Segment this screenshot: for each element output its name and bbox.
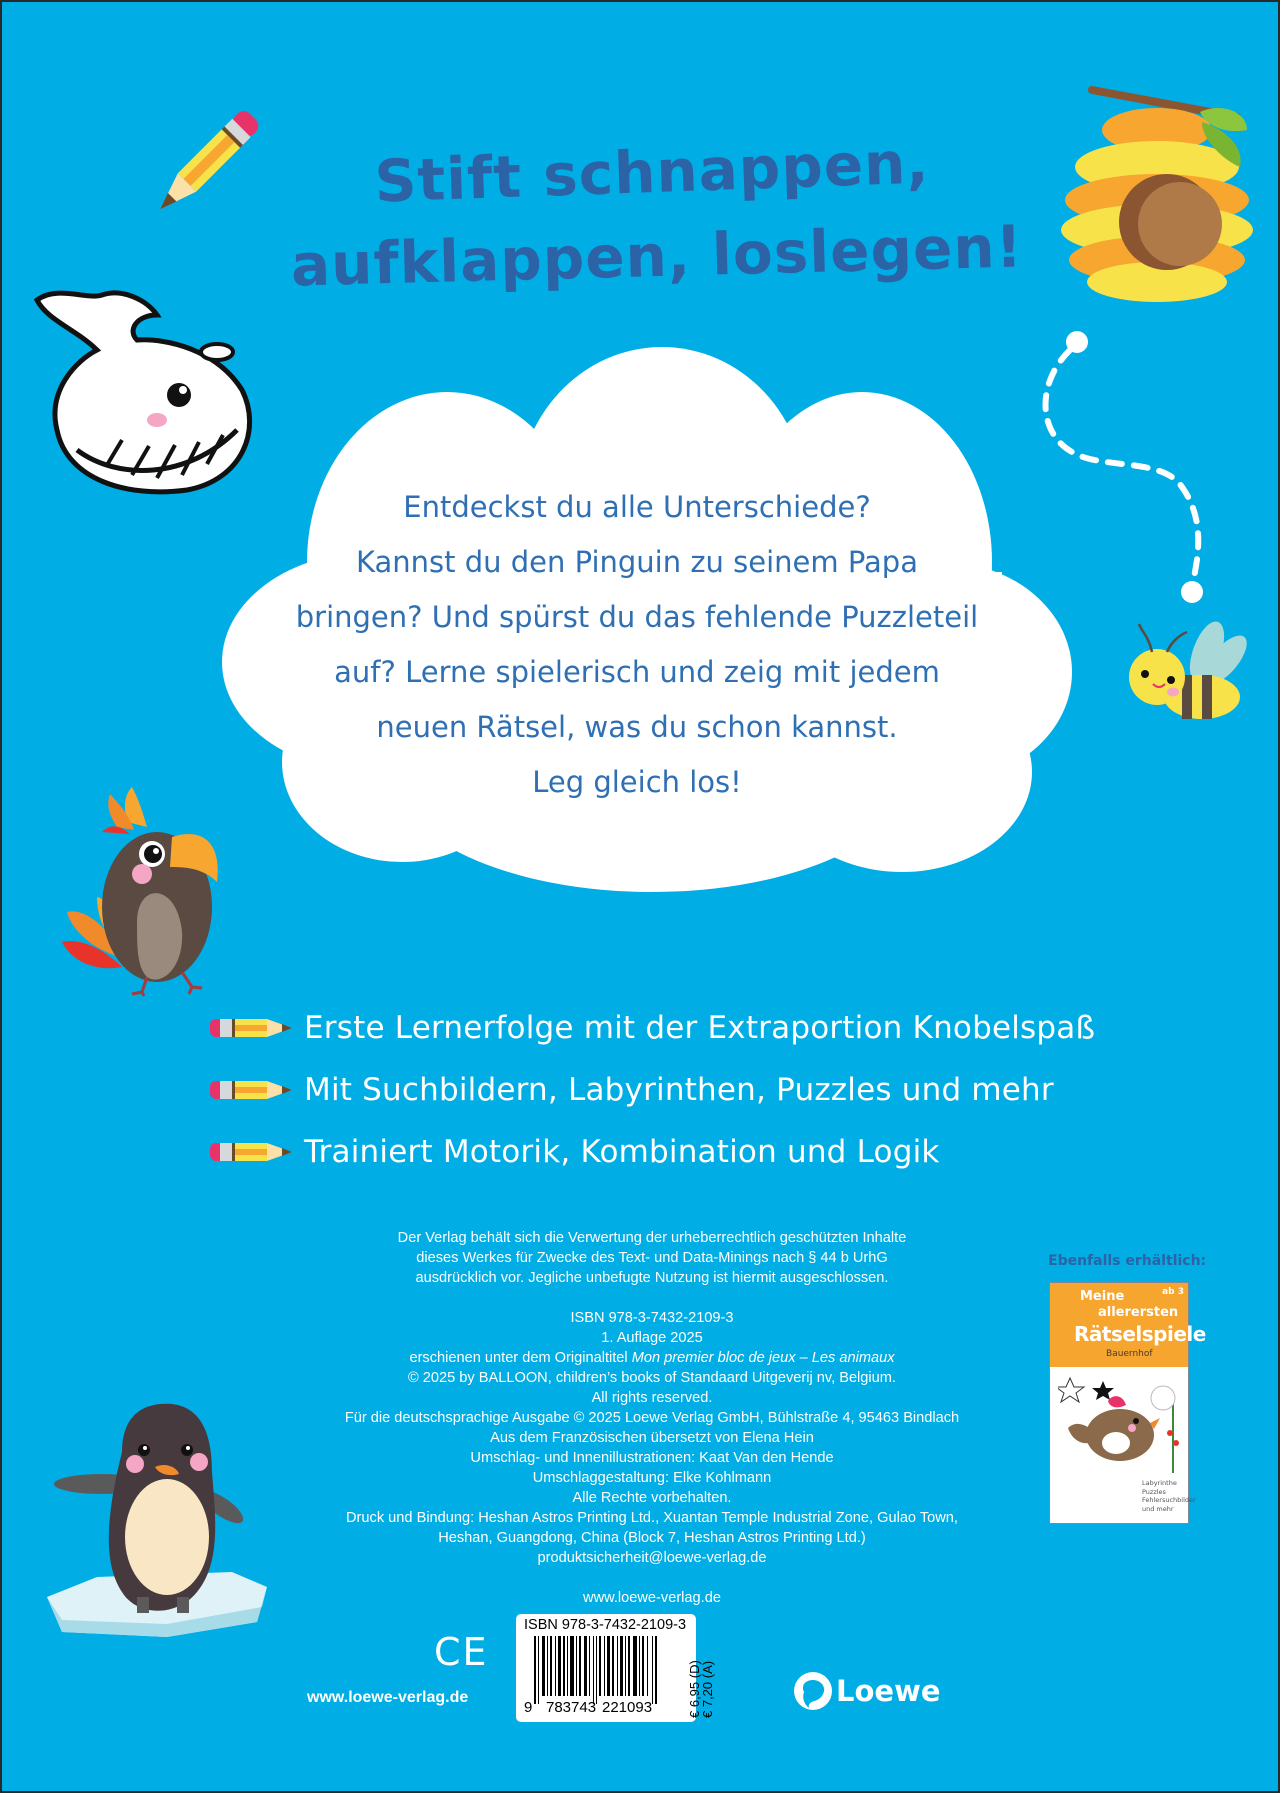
legal-line: dieses Werkes für Zwecke des Text- und Data-Minings nach § 44 b UrhG xyxy=(416,1250,888,1266)
pencil-icon xyxy=(210,1016,292,1040)
legal-line: Der Verlag behält sich die Verwertung der urheberrechtlich geschützten Inhalte xyxy=(397,1230,907,1246)
description-line: neuen Rätsel, was du schon kannst. xyxy=(376,710,898,744)
website-link[interactable]: www.loewe-verlag.de xyxy=(583,1590,721,1606)
original-title: Mon premier bloc de jeux – Les animaux xyxy=(631,1350,895,1366)
description-line: Leg gleich los! xyxy=(532,765,742,799)
headline-line-2: aufklappen, loslegen! xyxy=(290,212,1024,300)
feature-item xyxy=(210,997,1095,1059)
cloud-description xyxy=(237,480,1037,810)
parrot-illustration xyxy=(52,782,232,997)
barcode-isbn-text: ISBN 978-3-7432-2109-3 xyxy=(524,1617,687,1633)
book-feature-list: Labyrinthe Puzzles Fehlersuchbilder und mehr xyxy=(1142,1479,1196,1513)
bee-illustration xyxy=(1127,612,1252,727)
feature-text: Mit Suchbildern, Labyrinthen, Puzzles und mehr xyxy=(304,1072,1054,1108)
imprint-text xyxy=(302,1228,1002,1608)
isbn-text: ISBN 978-3-7432-2109-3 xyxy=(570,1310,734,1326)
also-available-book-cover[interactable]: Meine allerersten Rätselspiele Bauernhof ab 3 Labyrinthe Puzzles Fehlersuchbilder und mehr xyxy=(1049,1282,1189,1524)
description-line: bringen? Und spürst du das fehlende Puzzleteil xyxy=(295,600,979,634)
description-line: Entdeckst du alle Unterschiede? xyxy=(403,490,871,524)
footer-website-link[interactable]: www.loewe-verlag.de xyxy=(307,1689,469,1706)
pencil-icon xyxy=(210,1078,292,1102)
hen-illustration xyxy=(1058,1373,1183,1483)
publisher-logo xyxy=(792,1670,941,1712)
edition-text: 1. Auflage 2025 xyxy=(601,1330,703,1346)
description-line: Kannst du den Pinguin zu seinem Papa xyxy=(356,545,918,579)
feature-item xyxy=(210,1121,1095,1183)
price-austria: € 7,20 (A) xyxy=(700,1660,715,1718)
credit-line: Heshan, Guangdong, China (Block 7, Heshan Astros Printing Ltd.) xyxy=(438,1530,866,1546)
credit-line: All rights reserved. xyxy=(591,1390,713,1406)
price-germany: € 6,95 (D) xyxy=(687,1660,702,1718)
safety-email[interactable]: produktsicherheit@loewe-verlag.de xyxy=(537,1550,767,1566)
feature-text: Trainiert Motorik, Kombination und Logik xyxy=(304,1134,940,1170)
headline xyxy=(2,130,1280,298)
credit-line: Für die deutschsprachige Ausgabe © 2025 Loewe Verlag GmbH, Bühlstraße 4, 95463 Bindlach xyxy=(344,1410,960,1426)
credit-line: Aus dem Französischen übersetzt von Elena Hein xyxy=(490,1430,814,1446)
feature-item xyxy=(210,1059,1095,1121)
credit-line: Umschlaggestaltung: Elke Kohlmann xyxy=(532,1470,772,1486)
legal-line: ausdrücklich vor. Jegliche unbefugte Nutzung ist hiermit ausgeschlossen. xyxy=(415,1270,889,1286)
original-title-line: erschienen unter dem Originaltitel Mon premier bloc de jeux – Les animaux xyxy=(409,1350,895,1366)
credit-line: Umschlag- und Innenillustrationen: Kaat Van den Hende xyxy=(470,1450,834,1466)
lion-head-icon xyxy=(792,1670,834,1712)
ce-mark: CE xyxy=(434,1630,489,1674)
credit-line: Alle Rechte vorbehalten. xyxy=(572,1490,732,1506)
description-line: auf? Lerne spielerisch und zeig mit jedem xyxy=(334,655,940,689)
credit-line: Druck und Bindung: Heshan Astros Printing Ltd., Xuantan Temple Industrial Zone, Gulao Town, xyxy=(346,1510,958,1526)
price-label xyxy=(688,1660,714,1718)
also-available-label: Ebenfalls erhältlich: xyxy=(1048,1253,1207,1269)
publisher-name: Loewe xyxy=(836,1674,941,1708)
headline-line-1: Stift schnappen, xyxy=(373,128,931,216)
feature-text: Erste Lernerfolge mit der Extraportion Knobelspaß xyxy=(304,1010,1096,1046)
barcode-bars xyxy=(534,1636,658,1704)
feature-list xyxy=(210,997,1095,1183)
penguin-illustration xyxy=(37,1392,267,1642)
credit-line: © 2025 by BALLOON, children’s books of Standaard Uitgeverij nv, Belgium. xyxy=(407,1370,896,1386)
pencil-icon xyxy=(210,1140,292,1164)
isbn-barcode: ISBN 978-3-7432-2109-3 9 783743 221093 € 6,95 (D) € 7,20 (A) xyxy=(516,1614,696,1722)
